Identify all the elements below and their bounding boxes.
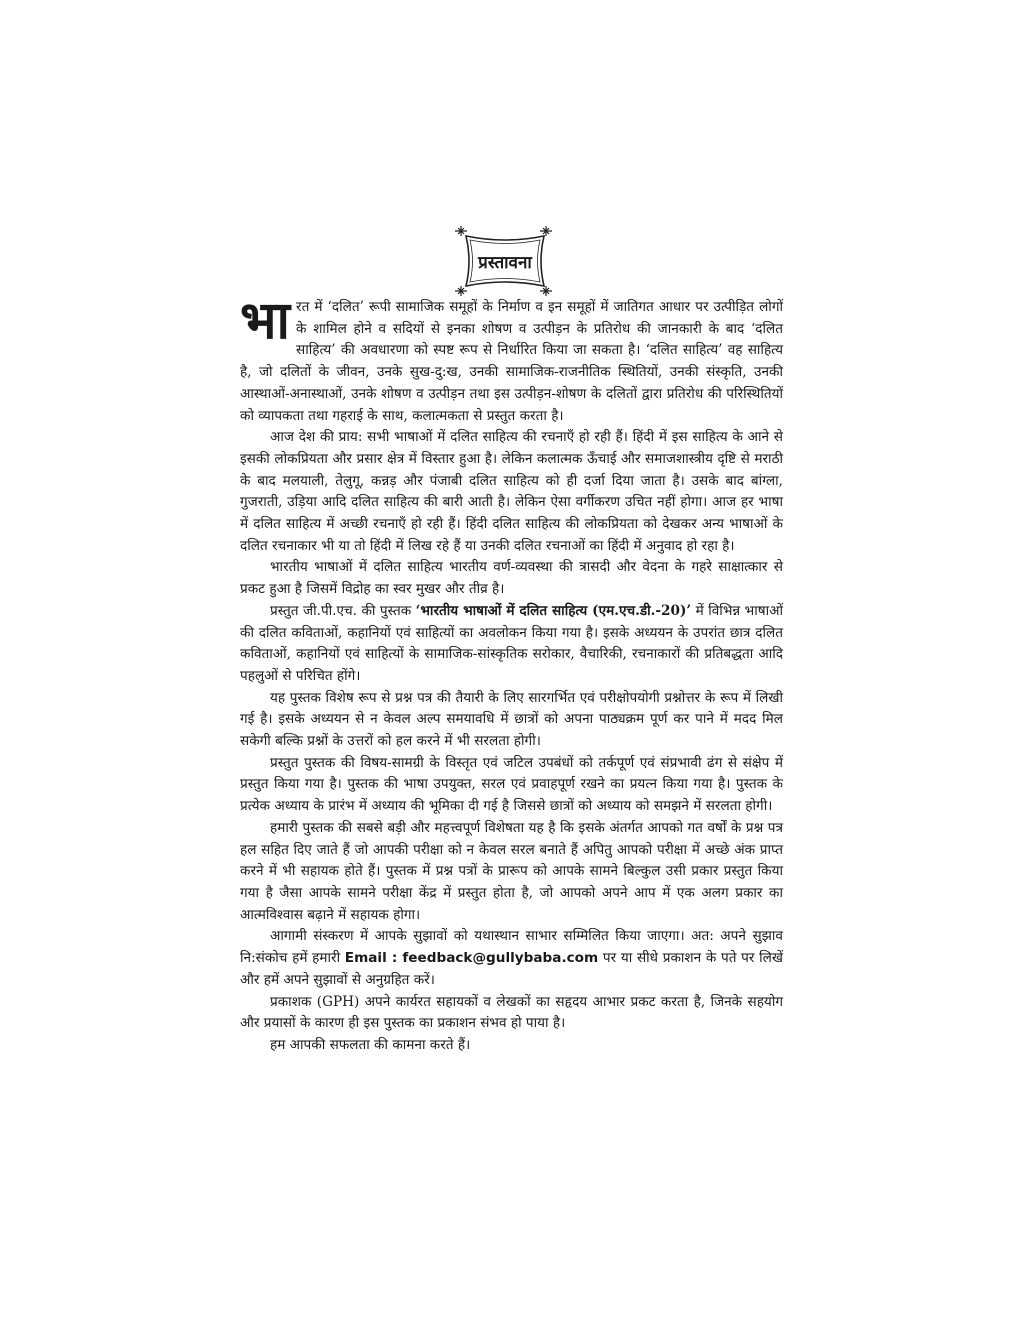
heading-ornament-frame bbox=[452, 224, 558, 298]
paragraph-4-after: में विभिन्न भाषाओं की दलित कविताओं, कहानियों एवं साहित्यों का अवलोकन किया गया है। इसके अध्ययन के उपरांत छात्र दलित कविताओं, कहानियों एवं साहित्यों के सामाजिक-सांस्कृतिक सरोकार, वैचारिकी, रचनाकारों की प्रतिबद्धता आदि पहलुओं से परिचित होंगे। bbox=[240, 602, 783, 684]
intro-paragraph bbox=[240, 291, 783, 427]
drop-cap: भा bbox=[240, 291, 291, 351]
paragraph-5: यह पुस्तक विशेष रूप से प्रश्न पत्र की तैयारी के लिए सारगर्भित एवं परीक्षोपयोगी प्रश्नोत्तर के रूप में लिखी गई है। इसके अध्ययन से न केवल अल्प समयावधि में छात्रों को अपना पाठ्यक्रम पूर्ण कर पाने में मदद मिल सकेगी बल्कि प्रश्नों के उत्तरों को हल करने में भी सरलता होगी। bbox=[240, 689, 783, 750]
paragraph-8-after: पर या सीधे प्रकाशन के पते पर लिखें और हमें अपने सुझावों से अनुग्रहित करें। bbox=[240, 950, 783, 988]
feedback-email: Email : feedback@gullybaba.com bbox=[344, 950, 599, 967]
body-text bbox=[240, 291, 783, 1057]
paragraph-7: हमारी पुस्तक की सबसे बड़ी और महत्त्वपूर्ण विशेषता यह है कि इसके अंतर्गत आपको गत वर्षों के प्रश्न पत्र हल सहित दिए जाते हैं जो आपकी परीक्षा को न केवल सरल बनाते हैं अपितु आपको परीक्षा में अच्छे अंक प्राप्त करने में भी सहायक होते हैं। पुस्तक में प्रश्न पत्रों के प्रारूप को आपके सामने बिल्कुल उसी प्रकार प्रस्तुत किया गया है जैसा आपके सामने परीक्षा केंद्र में प्रस्तुत होता है, जो आपको अपने आप में एक अलग प्रकार का आत्मविश्वास बढ़ाने में सहायक होगा। bbox=[240, 819, 783, 923]
paragraph-4 bbox=[240, 601, 783, 688]
paragraph-3: भारतीय भाषाओं में दलित साहित्य भारतीय वर्ण-व्यवस्था की त्रासदी और वेदना के गहरे साक्षात्कार से प्रकट हुआ है जिसमें विद्रोह का स्वर मुखर और तीव्र है। bbox=[240, 559, 783, 598]
paragraph-10: हम आपकी सफलता की कामना करते हैं। bbox=[270, 1036, 471, 1053]
paragraph-8 bbox=[240, 926, 783, 991]
paragraph-9: प्रकाशक (GPH) अपने कार्यरत सहायकों व लेखकों का सहृदय आभार प्रकट करता है, जिनके सहयोग और प्रयासों के कारण ही इस पुस्तक का प्रकाशन संभव हो पाया है। bbox=[240, 993, 783, 1032]
paragraph-2: आज देश की प्राय: सभी भाषाओं में दलित साहित्य की रचनाएँ हो रही हैं। हिंदी में इस साहित्य के आने से इसकी लोकप्रियता और प्रसार क्षेत्र में विस्तार हुआ है। लेकिन कलात्मक ऊँचाई और समाजशास्त्रीय दृष्टि से मराठी के बाद मलयाली, तेलुगू, कन्नड़ और पंजाबी दलित साहित्य को ही दर्जा दिया जाता है। उसके बाद बांग्ला, गुजराती, उड़िया आदि दलित साहित्य की बारी आती है। लेकिन ऐसा वर्गीकरण उचित नहीं होगा। आज हर भाषा में दलित साहित्य में अच्छी रचनाएँ हो रही हैं। हिंदी दलित साहित्य की लोकप्रियता को देखकर अन्य भाषाओं के दलित रचनाकार भी या तो हिंदी में लिख रहे हैं या उनकी दलित रचनाओं का हिंदी में अनुवाद हो रहा है। bbox=[240, 429, 783, 554]
page-title: प्रस्तावना bbox=[478, 253, 532, 273]
intro-text: रत में ‘दलित’ रूपी सामाजिक समूहों के निर्माण व इन समूहों में जातिगत आधार पर उत्पीड़ित लोगों के शामिल होने व सदियों से इनका शोषण व उत्पीड़न के प्रतिरोध की जानकारी के बाद ‘दलित साहित्य’ की अवधारणा को स्पष्ट रूप से निर्धारित किया जा सकता है। ‘दलित साहित्य’ वह साहित्य है, जो दलितों के जीवन, उनके सुख-दु:ख, उनकी सामाजिक-राजनीतिक स्थितियों, उनकी संस्कृति, उनकी आस्थाओं-अनास्थाओं, उनके शोषण व उत्पीड़न तथा इस उत्पीड़न-शोषण के दलितों द्वारा प्रतिरोध की परिस्थितियों को व्यापकता तथा गहराई के साथ, कलात्मकता से प्रस्तुत करता है। bbox=[240, 299, 783, 424]
paragraph-8-before: आगामी संस्करण में आपके सुझावों को यथास्थान साभार सम्मिलित किया जाएगा। अत: अपने सुझाव नि:संकोच हमें हमारी bbox=[240, 928, 783, 967]
paragraph-6: प्रस्तुत पुस्तक की विषय-सामग्री के विस्तृत एवं जटिल उपबंधों को तर्कपूर्ण एवं संप्रभावी ढंग से संक्षेप में प्रस्तुत किया गया है। पुस्तक की भाषा उपयुक्त, सरल एवं प्रवाहपूर्ण रखने का प्रयत्न किया गया है। पुस्तक के प्रत्येक अध्याय के प्रारंभ में अध्याय की भूमिका दी गई है जिससे छात्रों को अध्याय को समझने में सरलता होगी। bbox=[240, 754, 783, 815]
book-title: ‘भारतीय भाषाओं में दलित साहित्य (एम.एच.डी.-20)’ bbox=[415, 602, 692, 619]
paragraph-4-before: प्रस्तुत जी.पी.एच. की पुस्तक bbox=[270, 602, 416, 619]
